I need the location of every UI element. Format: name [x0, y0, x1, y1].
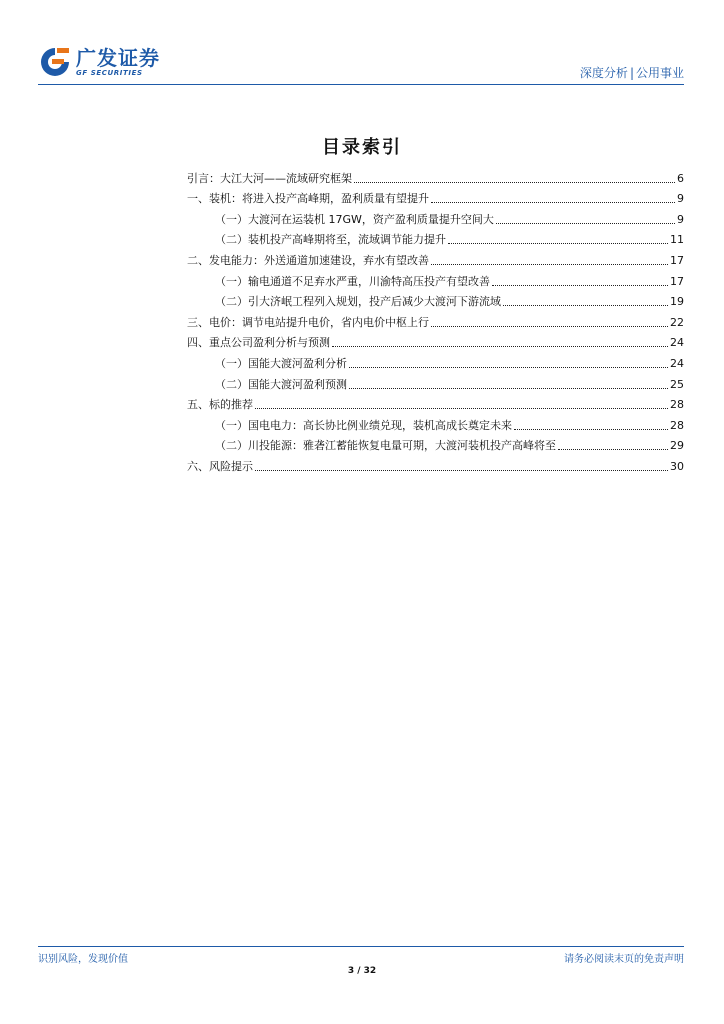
toc-entry[interactable]	[187, 412, 684, 433]
toc-entry-label: （二）国能大渡河盈利预测	[215, 377, 347, 391]
toc-entry-page: 17	[670, 274, 684, 288]
toc-entry-label: （一）国电电力：高长协比例业绩兑现，装机高成长奠定未来	[215, 418, 512, 432]
toc-leader-dots	[492, 284, 668, 286]
toc-leader-dots	[354, 181, 675, 183]
footer-disclaimer: 请务必阅读末页的免责声明	[564, 954, 684, 965]
toc-leader-dots	[349, 366, 668, 368]
toc-entry-page: 9	[677, 212, 684, 226]
toc-entry-label: 引言：大江大河——流域研究框架	[187, 171, 352, 185]
toc-entry-page: 17	[670, 253, 684, 267]
toc-leader-dots	[255, 407, 668, 409]
toc-leader-dots	[496, 222, 675, 224]
toc-entry-page: 11	[670, 233, 684, 247]
footer-slogan: 识别风险，发现价值	[38, 954, 128, 965]
toc-entry-page: 9	[677, 192, 684, 206]
toc-entry-page: 22	[670, 315, 684, 329]
toc-leader-dots	[558, 448, 668, 450]
toc-entry-page: 19	[670, 295, 684, 309]
toc-entry[interactable]	[187, 371, 684, 392]
toc-entry[interactable]	[187, 392, 684, 413]
gf-logo-icon	[38, 45, 72, 79]
toc-entry-page: 24	[670, 336, 684, 350]
page-number: 3 / 32	[347, 966, 377, 976]
toc-entry-page: 25	[670, 377, 684, 391]
toc-entry-page: 24	[670, 356, 684, 370]
toc-entry-label: 六、风险提示	[187, 459, 253, 473]
toc-entry-label: 四、重点公司盈利分析与预测	[187, 336, 330, 350]
toc-entry-page: 28	[670, 398, 684, 412]
toc-entry-page: 6	[677, 171, 684, 185]
toc-entry[interactable]	[187, 350, 684, 371]
industry-label: 公用事业	[635, 66, 684, 80]
toc-entry[interactable]	[187, 268, 684, 289]
toc-leader-dots	[514, 428, 668, 430]
toc-entry[interactable]	[187, 453, 684, 474]
table-of-contents	[187, 165, 684, 474]
toc-entry-page: 28	[670, 418, 684, 432]
toc-entry-label: （二）川投能源：雅砻江蓄能恢复电量可期，大渡河装机投产高峰将至	[215, 439, 556, 453]
company-logo	[38, 42, 160, 82]
toc-leader-dots	[431, 325, 668, 327]
logo-chinese-text: 广发证券	[76, 45, 160, 70]
toc-entry-label: （一）大渡河在运装机 17GW，资产盈利质量提升空间大	[215, 212, 494, 226]
toc-entry[interactable]	[187, 165, 684, 186]
footer-rule	[38, 946, 684, 947]
toc-entry-label: 五、标的推荐	[187, 398, 253, 412]
toc-entry-label: 三、电价：调节电站提升电价，省内电价中枢上行	[187, 315, 429, 329]
report-type: 深度分析	[579, 66, 628, 80]
toc-leader-dots	[431, 263, 668, 265]
toc-leader-dots	[503, 304, 668, 306]
toc-entry[interactable]	[187, 206, 684, 227]
toc-entry[interactable]	[187, 309, 684, 330]
toc-leader-dots	[431, 201, 675, 203]
toc-entry-label: 一、装机：将进入投产高峰期，盈利质量有望提升	[187, 192, 429, 206]
header-rule	[38, 84, 684, 85]
toc-entry-label: （一）输电通道不足弃水严重，川渝特高压投产有望改善	[215, 274, 490, 288]
toc-entry[interactable]	[187, 186, 684, 207]
toc-entry-label: （二）装机投产高峰期将至，流域调节能力提升	[215, 233, 446, 247]
toc-leader-dots	[255, 469, 668, 471]
toc-entry[interactable]	[187, 227, 684, 248]
toc-entry-label: （二）引大济岷工程列入规划，投产后减少大渡河下游流域	[215, 295, 501, 309]
toc-leader-dots	[332, 345, 668, 347]
page-header	[38, 42, 684, 84]
toc-entry-label: （一）国能大渡河盈利分析	[215, 356, 347, 370]
toc-title: 目录索引	[322, 137, 402, 158]
divider: |	[629, 66, 634, 80]
toc-entry-label: 二、发电能力：外送通道加速建设，弃水有望改善	[187, 253, 429, 267]
toc-entry[interactable]	[187, 330, 684, 351]
toc-entry-page: 30	[670, 459, 684, 473]
toc-leader-dots	[349, 387, 668, 389]
toc-entry[interactable]	[187, 433, 684, 454]
toc-entry-page: 29	[670, 439, 684, 453]
logo-english-text: GF SECURITIES	[76, 68, 143, 77]
report-category	[580, 64, 684, 81]
toc-entry[interactable]	[187, 289, 684, 310]
toc-leader-dots	[448, 242, 668, 244]
toc-entry[interactable]	[187, 247, 684, 268]
